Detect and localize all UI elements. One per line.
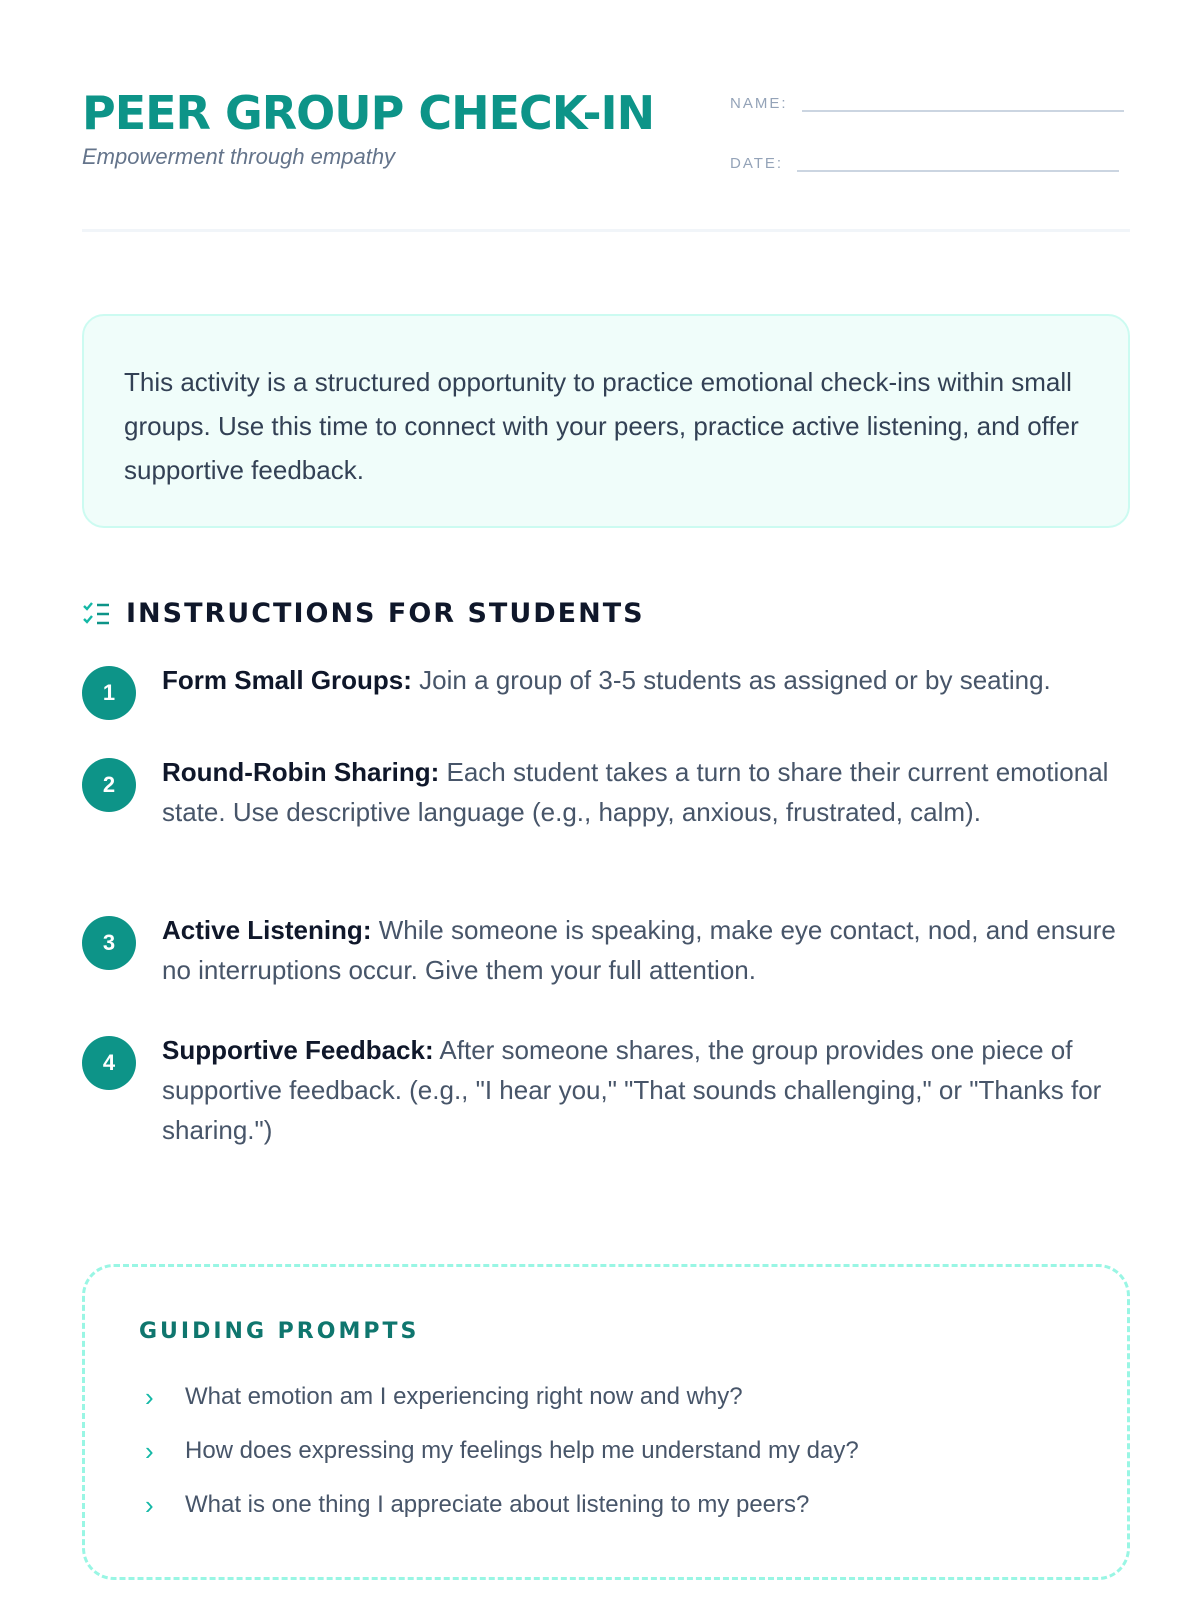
instructions-heading — [82, 598, 645, 629]
prompt-text: What is one thing I appreciate about listening to my peers? — [185, 1491, 810, 1518]
date-field[interactable] — [730, 146, 1119, 172]
prompt-item — [139, 1424, 1073, 1478]
section-title: INSTRUCTIONS FOR STUDENTS — [126, 598, 645, 629]
prompt-item — [139, 1370, 1073, 1424]
intro-box: This activity is a structured opportunity to practice emotional check-ins within small groups. Use this time to connect with your peers, practice active listening, and offer supportive feedback. — [82, 314, 1130, 528]
page-subtitle: Empowerment through empathy — [82, 144, 396, 169]
chevron-right-icon: › — [145, 1435, 154, 1466]
guiding-prompts-box — [82, 1264, 1130, 1580]
date-input-line[interactable] — [797, 146, 1119, 172]
step-heading: Round-Robin Sharing: — [162, 757, 440, 787]
header — [82, 80, 1130, 232]
step-heading: Supportive Feedback: — [162, 1035, 434, 1065]
chevron-right-icon: › — [145, 1489, 154, 1520]
step-heading: Form Small Groups: — [162, 665, 412, 695]
step-heading: Active Listening: — [162, 915, 372, 945]
date-label: DATE: — [730, 155, 784, 172]
step-item — [82, 910, 1142, 990]
chevron-right-icon: › — [145, 1381, 154, 1412]
step-number: 1 — [82, 666, 136, 720]
prompt-text: How does expressing my feelings help me understand my day? — [185, 1437, 859, 1464]
name-label: NAME: — [730, 95, 788, 112]
step-number: 4 — [82, 1036, 136, 1090]
step-text: After someone shares, the group provides one piece of supportive feedback. (e.g., "I hear you," "That sounds challenging," or "Thanks for sharing.") — [162, 1035, 1102, 1145]
step-text: Join a group of 3-5 students as assigned or by seating. — [411, 665, 1051, 695]
step-number: 3 — [82, 916, 136, 970]
step-item — [82, 660, 1142, 720]
step-number: 2 — [82, 758, 136, 812]
prompts-title: GUIDING PROMPTS — [139, 1319, 420, 1344]
prompt-item — [139, 1478, 1073, 1532]
name-field[interactable] — [730, 86, 1124, 112]
prompt-text: What emotion am I experiencing right now and why? — [185, 1383, 743, 1410]
page-title: PEER GROUP CHECK-IN — [82, 86, 655, 140]
step-text: Each student takes a turn to share their current emotional state. Use descriptive language (e.g., happy, anxious, frustrated, calm). — [162, 757, 1109, 827]
checklist-icon — [82, 601, 112, 627]
name-input-line[interactable] — [802, 86, 1124, 112]
step-item — [82, 1030, 1142, 1150]
step-text: While someone is speaking, make eye contact, nod, and ensure no interruptions occur. Give them your full attention. — [162, 915, 1116, 985]
step-item — [82, 752, 1142, 832]
